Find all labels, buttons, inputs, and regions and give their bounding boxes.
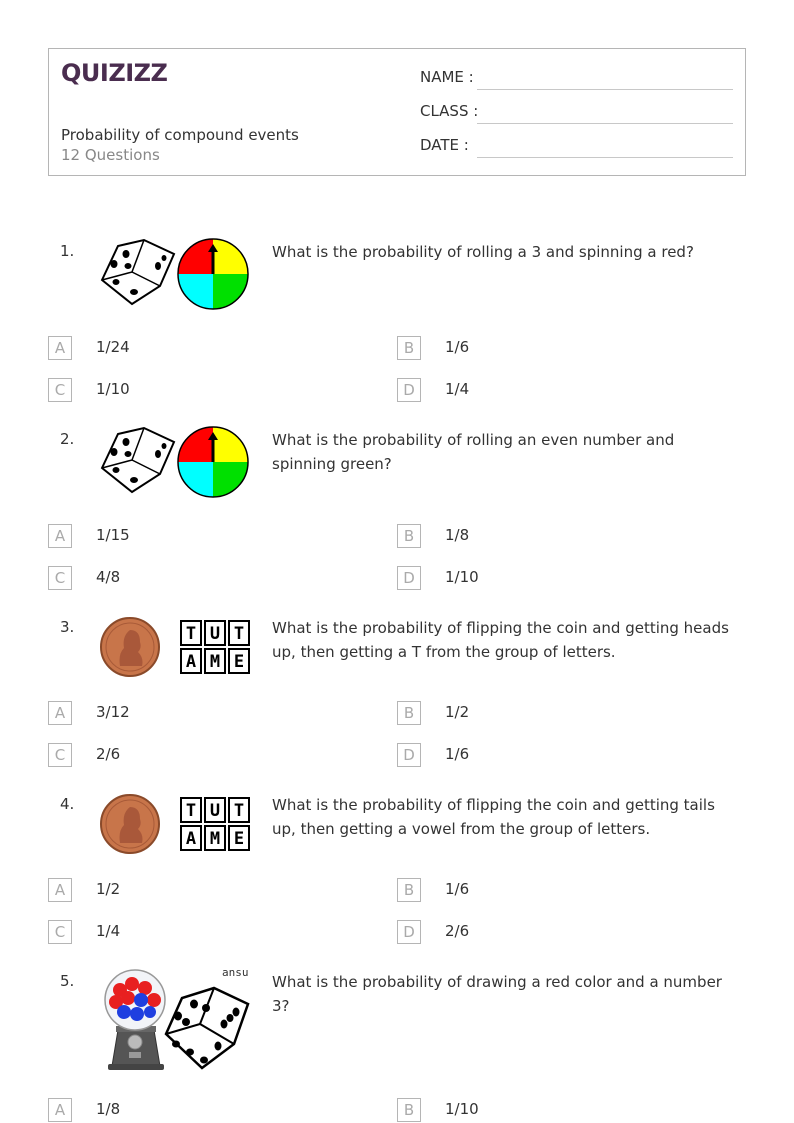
option-a-value[interactable]: 1/15	[96, 526, 130, 544]
worksheet-title: Probability of compound events	[61, 126, 299, 144]
tile-letter: E	[233, 652, 245, 672]
tile-letter: U	[209, 624, 221, 644]
tile-letter: M	[209, 829, 221, 849]
option-b-box[interactable]: B	[397, 336, 421, 360]
tile-letter: A	[185, 652, 197, 672]
option-b-value[interactable]: 1/2	[445, 703, 470, 721]
penny-icon	[101, 618, 159, 676]
spinner-icon	[178, 427, 248, 497]
date-label: DATE :	[420, 136, 469, 154]
option-c-box[interactable]: C	[48, 378, 72, 402]
die-icon	[102, 240, 174, 304]
option-a-value[interactable]: 1/2	[96, 880, 121, 898]
question-image	[98, 791, 258, 857]
question-number: 3.	[60, 618, 75, 636]
name-label: NAME :	[420, 68, 474, 86]
option-c-box[interactable]: C	[48, 920, 72, 944]
class-label: CLASS :	[420, 102, 479, 120]
gumball-machine-icon	[105, 970, 165, 1070]
option-d-box[interactable]: D	[397, 378, 421, 402]
question-text: What is the probability of rolling a 3 and spinning a red?	[272, 243, 694, 261]
question-text: What is the probability of drawing a red color and a number 3?	[272, 973, 722, 1015]
option-a-box[interactable]: A	[48, 524, 72, 548]
option-c-box[interactable]: C	[48, 743, 72, 767]
tile-letter: T	[233, 801, 245, 821]
letter-tiles-icon	[181, 621, 249, 673]
option-a-box[interactable]: A	[48, 1098, 72, 1122]
tile-letter: A	[185, 829, 197, 849]
question-image	[98, 424, 254, 504]
die-icon	[102, 428, 174, 492]
option-b-box[interactable]: B	[397, 1098, 421, 1122]
option-d-value[interactable]: 2/6	[445, 922, 470, 940]
question-count: 12 Questions	[61, 146, 160, 164]
question-number: 4.	[60, 795, 75, 813]
class-line[interactable]	[477, 123, 733, 124]
letter-tiles-icon	[181, 798, 249, 850]
option-d-value[interactable]: 1/10	[445, 568, 479, 586]
question-image	[98, 236, 254, 316]
tile-letter: M	[209, 652, 221, 672]
tile-letter: E	[233, 829, 245, 849]
option-c-box[interactable]: C	[48, 566, 72, 590]
option-b-value[interactable]: 1/10	[445, 1100, 479, 1118]
penny-icon	[101, 795, 159, 853]
option-a-value[interactable]: 1/24	[96, 338, 130, 356]
question-number: 2.	[60, 430, 75, 448]
option-b-value[interactable]: 1/8	[445, 526, 470, 544]
option-b-box[interactable]: B	[397, 701, 421, 725]
question-number: 5.	[60, 972, 75, 990]
option-d-box[interactable]: D	[397, 743, 421, 767]
tile-letter: T	[233, 624, 245, 644]
question-image	[98, 968, 254, 1072]
option-a-box[interactable]: A	[48, 336, 72, 360]
option-c-value[interactable]: 1/10	[96, 380, 130, 398]
option-c-value[interactable]: 2/6	[96, 745, 121, 763]
question-text: What is the probability of flipping the coin and getting heads up, then getting a T from the group of letters.	[272, 619, 729, 661]
option-b-box[interactable]: B	[397, 878, 421, 902]
option-d-box[interactable]: D	[397, 920, 421, 944]
question-text: What is the probability of flipping the coin and getting tails up, then getting a vowel from the group of letters.	[272, 796, 715, 838]
option-b-value[interactable]: 1/6	[445, 338, 470, 356]
option-b-box[interactable]: B	[397, 524, 421, 548]
option-c-value[interactable]: 4/8	[96, 568, 121, 586]
option-d-value[interactable]: 1/6	[445, 745, 470, 763]
option-a-value[interactable]: 1/8	[96, 1100, 121, 1118]
question-text: What is the probability of rolling an even number and spinning green?	[272, 431, 675, 473]
worksheet-header	[48, 48, 746, 176]
quizizz-logo: QUIZIZZ	[61, 59, 168, 87]
spinner-icon	[178, 239, 248, 309]
tile-letter: T	[185, 801, 197, 821]
tile-letter: T	[185, 624, 197, 644]
image-caption: ansu	[222, 966, 249, 979]
option-a-value[interactable]: 3/12	[96, 703, 130, 721]
option-c-value[interactable]: 1/4	[96, 922, 121, 940]
name-line[interactable]	[477, 89, 733, 90]
question-number: 1.	[60, 242, 75, 260]
option-a-box[interactable]: A	[48, 701, 72, 725]
die-icon	[166, 988, 248, 1068]
option-d-box[interactable]: D	[397, 566, 421, 590]
question-image	[98, 614, 258, 680]
tile-letter: U	[209, 801, 221, 821]
option-a-box[interactable]: A	[48, 878, 72, 902]
date-line[interactable]	[477, 157, 733, 158]
option-b-value[interactable]: 1/6	[445, 880, 470, 898]
option-d-value[interactable]: 1/4	[445, 380, 470, 398]
